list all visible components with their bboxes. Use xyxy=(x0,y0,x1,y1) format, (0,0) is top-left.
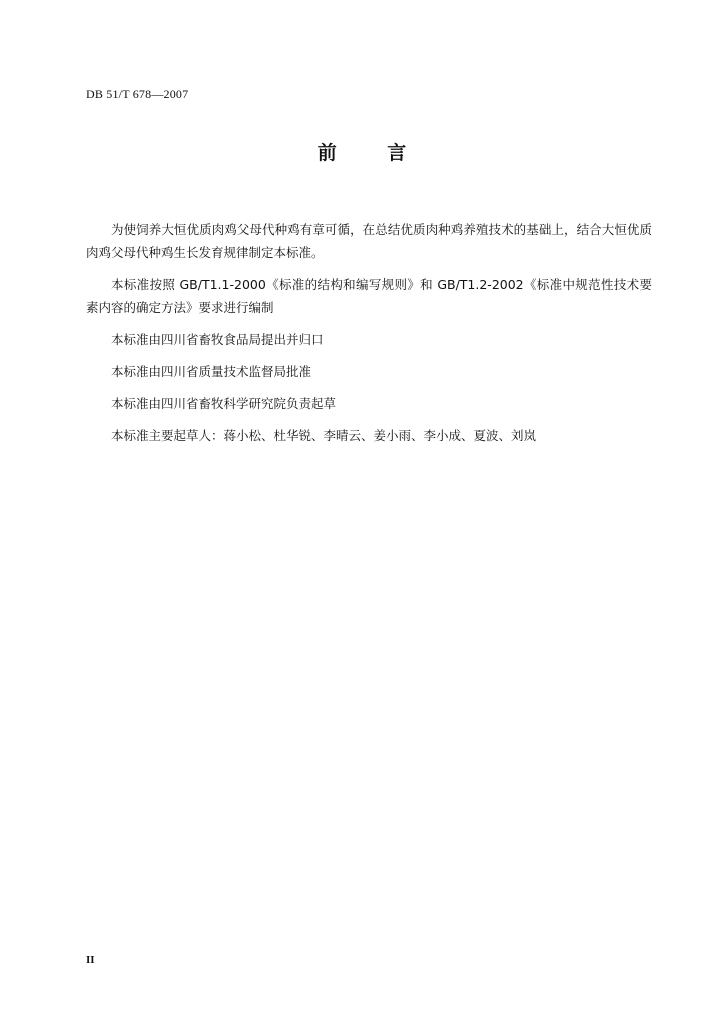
paragraph-approver: 本标准由四川省质量技术监督局批准 xyxy=(111,364,312,379)
paragraph-drafting-basis: 本标准按照 GB/T1.1-2000《标准的结构和编写规则》和 GB/T1.2-2002《标准中规范性技术要素内容的确定方法》要求进行编制 xyxy=(86,277,652,315)
paragraph-purpose: 为使饲养大恒优质肉鸡父母代种鸡有章可循，在总结优质肉种鸡养殖技术的基础上，结合大恒优质肉鸡父母代种鸡生长发育规律制定本标准。 xyxy=(86,222,652,260)
foreword-body xyxy=(86,218,652,456)
standard-code: DB 51/T 678—2007 xyxy=(86,87,189,101)
paragraph-drafters: 本标准主要起草人：蒋小松、杜华锐、李晴云、姜小雨、李小成、夏波、刘岚 xyxy=(111,428,537,443)
paragraph-drafting-unit: 本标准由四川省畜牧科学研究院负责起草 xyxy=(111,396,337,411)
page-title: 前 言 xyxy=(317,142,429,164)
page-number: II xyxy=(86,954,95,966)
paragraph-proposer: 本标准由四川省畜牧食品局提出并归口 xyxy=(111,332,324,347)
